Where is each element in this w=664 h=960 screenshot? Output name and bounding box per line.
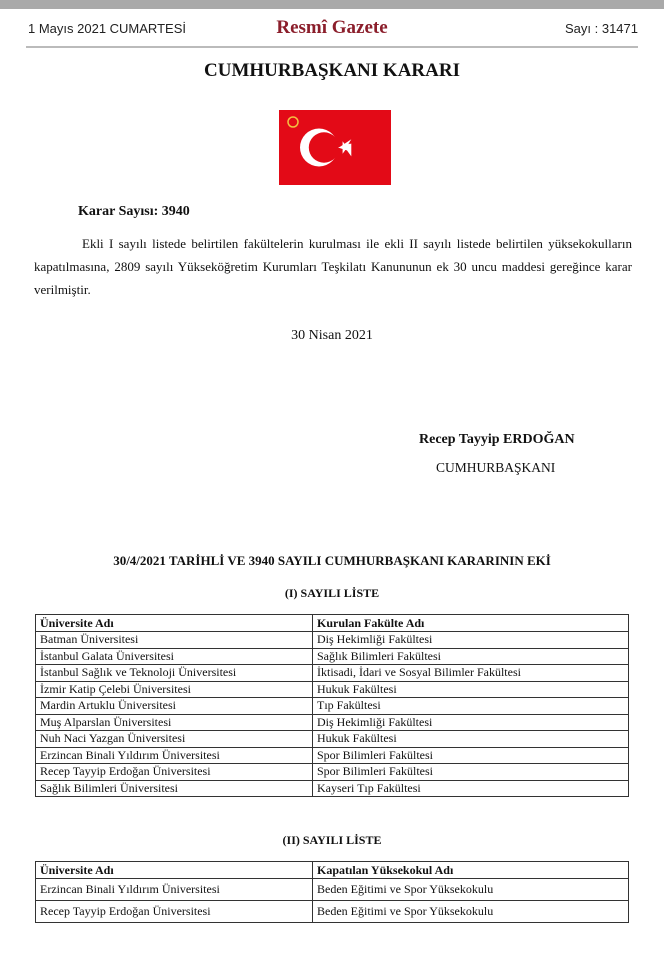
table-row: [36, 879, 629, 901]
faculty-cell: Sağlık Bilimleri Fakültesi: [313, 648, 629, 665]
faculty-cell: Diş Hekimliği Fakültesi: [313, 632, 629, 649]
university-cell: Sağlık Bilimleri Üniversitesi: [36, 780, 313, 797]
annex-title: 30/4/2021 TARİHLİ VE 3940 SAYILI CUMHURBAŞKANI KARARININ EKİ: [113, 553, 551, 568]
column-header: Kurulan Fakülte Adı: [313, 615, 629, 632]
column-header: Üniversite Adı: [36, 862, 313, 879]
faculty-cell: İktisadi, İdari ve Sosyal Bilimler Fakültesi: [313, 665, 629, 682]
faculty-cell: Diş Hekimliği Fakültesi: [313, 714, 629, 731]
table-row: [36, 901, 629, 923]
table-row: [36, 747, 629, 764]
university-cell: Batman Üniversitesi: [36, 632, 313, 649]
table-row: [36, 780, 629, 797]
page-title: CUMHURBAŞKANI KARARI: [204, 60, 460, 81]
university-cell: Erzincan Binali Yıldırım Üniversitesi: [36, 879, 313, 901]
faculty-cell: Tıp Fakültesi: [313, 698, 629, 715]
header-divider: [26, 46, 638, 48]
table-row: [36, 632, 629, 649]
faculty-cell: Spor Bilimleri Fakültesi: [313, 747, 629, 764]
table-row: [36, 665, 629, 682]
faculty-cell: Hukuk Fakültesi: [313, 681, 629, 698]
university-cell: İstanbul Galata Üniversitesi: [36, 648, 313, 665]
table-row: [36, 681, 629, 698]
column-header: Kapatılan Yüksekokul Adı: [313, 862, 629, 879]
publication-name: Resmî Gazete: [276, 17, 388, 38]
list2-title: (II) SAYILI LİSTE: [282, 833, 382, 847]
university-cell: Nuh Naci Yazgan Üniversitesi: [36, 731, 313, 748]
university-cell: İstanbul Sağlık ve Teknoloji Üniversitesi: [36, 665, 313, 682]
university-cell: Recep Tayyip Erdoğan Üniversitesi: [36, 764, 313, 781]
signatory-title: CUMHURBAŞKANI: [436, 460, 556, 475]
column-header: Üniversite Adı: [36, 615, 313, 632]
top-bar: [0, 0, 664, 9]
table-row: [36, 714, 629, 731]
decision-number: Karar Sayısı: 3940: [78, 204, 190, 219]
decision-date: 30 Nisan 2021: [291, 328, 373, 343]
faculty-cell: Hukuk Fakültesi: [313, 731, 629, 748]
table-row: [36, 698, 629, 715]
faculty-cell: Beden Eğitimi ve Spor Yüksekokulu: [313, 879, 629, 901]
list2-table: [35, 861, 629, 923]
signatory-name: Recep Tayyip ERDOĞAN: [419, 432, 575, 447]
university-cell: Muş Alparslan Üniversitesi: [36, 714, 313, 731]
table-row: [36, 731, 629, 748]
list1-title: (I) SAYILI LİSTE: [284, 586, 380, 600]
faculty-cell: Kayseri Tıp Fakültesi: [313, 780, 629, 797]
decision-body: Ekli I sayılı listede belirtilen fakültelerin kurulması ile ekli II sayılı listede belirtilen yüksekokulların kapatılmasına, 2809 sayılı Yükseköğretim Kurumları Teşkilatı Kanununun ek 30 uncu maddesi gereğince karar verilmiştir.: [34, 236, 632, 297]
faculty-cell: Spor Bilimleri Fakültesi: [313, 764, 629, 781]
university-cell: Erzincan Binali Yıldırım Üniversitesi: [36, 747, 313, 764]
issue-number: Sayı : 31471: [565, 21, 638, 36]
table-row: [36, 648, 629, 665]
turkish-flag-icon: [279, 110, 391, 185]
university-cell: Mardin Artuklu Üniversitesi: [36, 698, 313, 715]
table-row: [36, 764, 629, 781]
faculty-cell: Beden Eğitimi ve Spor Yüksekokulu: [313, 901, 629, 923]
list1-table: [35, 614, 629, 797]
table-header-row: [36, 615, 629, 632]
university-cell: İzmir Katip Çelebi Üniversitesi: [36, 681, 313, 698]
university-cell: Recep Tayyip Erdoğan Üniversitesi: [36, 901, 313, 923]
table-header-row: [36, 862, 629, 879]
header-date: 1 Mayıs 2021 CUMARTESİ: [28, 21, 186, 36]
